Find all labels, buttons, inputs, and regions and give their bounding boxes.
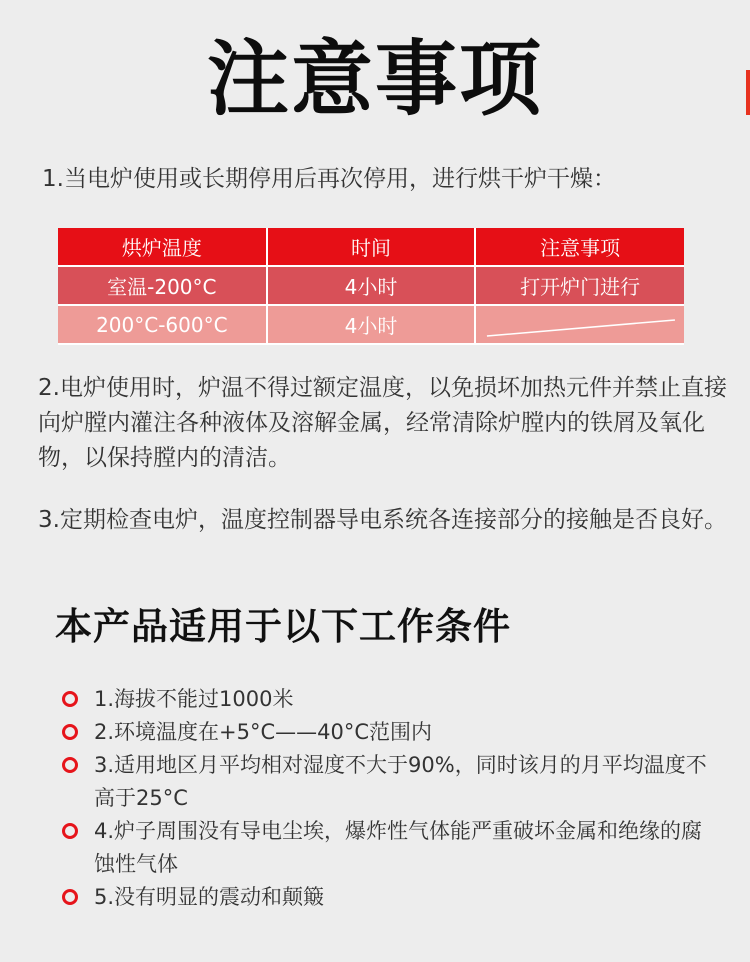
table-cell: 4小时 (267, 266, 476, 305)
list-item: 3.适用地区月平均相对湿度不大于90%，同时该月的月平均温度不高于25°C (60, 749, 720, 815)
intro-text: 1.当电炉使用或长期停用后再次停用，进行烘干炉干燥： (42, 166, 616, 192)
bullet-circle-icon (62, 757, 78, 773)
list-item: 4.炉子周围没有导电尘埃，爆炸性气体能严重破坏金属和绝缘的腐蚀性气体 (60, 815, 720, 881)
table-row (58, 305, 684, 344)
note-3: 3.定期检查电炉，温度控制器导电系统各连接部分的接触是否良好。 (38, 507, 727, 533)
bullet-circle-icon (62, 691, 78, 707)
table-header-cell: 烘炉温度 (58, 228, 267, 266)
diagonal-slash-icon (476, 306, 684, 343)
table-cell-slash (475, 305, 684, 344)
table-cell: 打开炉门进行 (475, 266, 684, 305)
table-cell: 室温-200°C (58, 266, 267, 305)
bullet-circle-icon (62, 889, 78, 905)
bullet-circle-icon (62, 823, 78, 839)
bullet-circle-icon (62, 724, 78, 740)
table-cell: 200°C-600°C (58, 305, 267, 344)
bake-table (58, 228, 684, 345)
list-item: 1.海拔不能过1000米 (60, 683, 720, 716)
table-header-row (58, 228, 684, 266)
table-cell: 4小时 (267, 305, 476, 344)
page-title: 注意事项 (206, 32, 543, 127)
note-2: 2.电炉使用时，炉温不得过额定温度，以免损坏加热元件并禁止直接向炉膛内灌注各种液体及溶解金属，经常清除炉膛内的铁屑及氧化物，以保持膛内的清洁。 (38, 375, 727, 471)
list-item: 5.没有明显的震动和颠簸 (60, 881, 720, 914)
conditions-list (60, 683, 720, 914)
list-item: 2.环境温度在+5°C——40°C范围内 (60, 716, 720, 749)
table-row (58, 266, 684, 305)
table-header-cell: 时间 (267, 228, 476, 266)
table-header-cell: 注意事项 (475, 228, 684, 266)
conditions-title: 本产品适用于以下工作条件 (55, 605, 511, 648)
